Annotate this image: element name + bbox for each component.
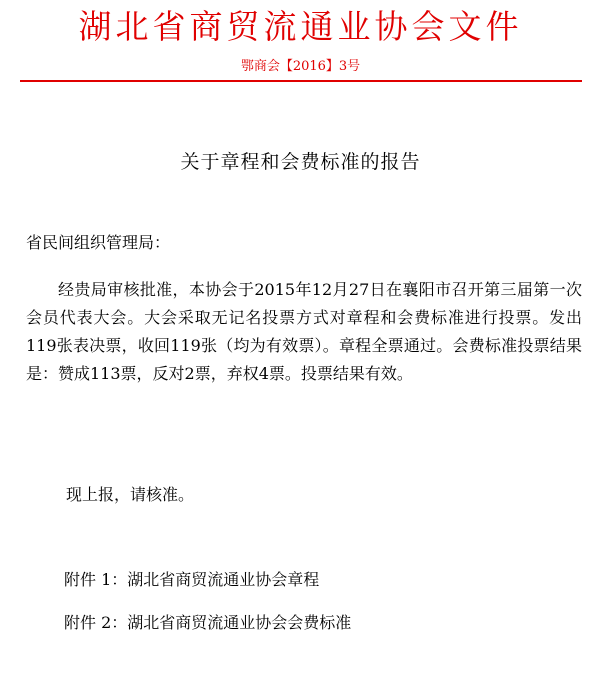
- report-body-paragraph: 经贵局审核批准，本协会于2015年12月27日在襄阳市召开第三届第一次会员代表大会。大会采取无记名投票方式对章程和会费标准进行投票。发出119张表决票，收回119张（均为有效票）。章程全票通过。会费标准投票结果是：赞成113票，反对2票，弃权4票。投票结果有效。: [26, 280, 582, 383]
- header-divider: [20, 80, 582, 82]
- addressee: 省民间组织管理局：: [26, 233, 171, 252]
- attachment-item: 附件 2：湖北省商贸流通业协会会费标准: [64, 613, 352, 632]
- document-header-title: 湖北省商贸流通业协会文件: [78, 7, 523, 46]
- attachment-item: 附件 1：湖北省商贸流通业协会章程: [64, 570, 320, 589]
- report-title: 关于章程和会费标准的报告: [180, 151, 421, 173]
- document-number: 鄂商会【2016】3号: [240, 59, 361, 74]
- closing-line: 现上报，请核准。: [66, 485, 195, 504]
